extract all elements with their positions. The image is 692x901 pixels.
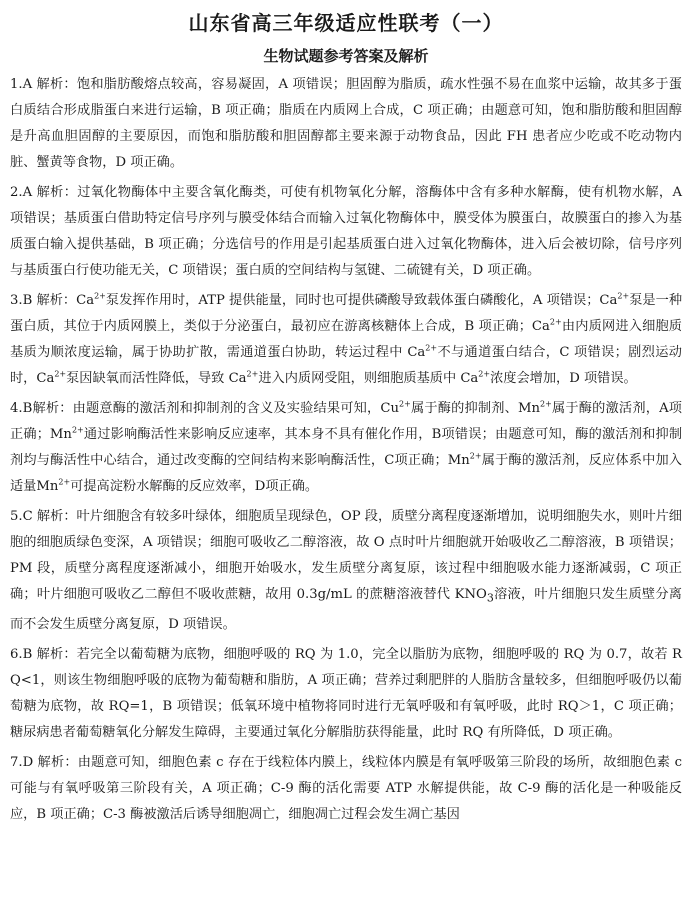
answer-5: 5.C 解析：叶片细胞含有较多叶绿体，细胞质呈现绿色，OP 段，质壁分离程度逐渐增加，说明细胞失水，则叶片细胞的细胞质绿色变深，A 项错误；细胞可吸收乙二醇溶液，故 O 点时叶片细胞就开始吸收乙二醇溶液，B 项错误；PM 段，质壁分离程度逐渐减小，细胞开始吸水，发生质壁分离复原，该过程中细胞吸水能力逐渐减弱，C 项正确；叶片细胞可吸收乙二醇但不吸收蔗糖，故用 0.3g/mL 的蔗糖溶液替代 $KNO_3$溶液，叶片细胞只发生质壁分离而不会发生质壁分离复原，D 项错误。 [10, 509, 682, 632]
answer-4: 4.B解析：由题意酶的激活剂和抑制剂的含义及实验结果可知，$Cu^{2+}$属于酶的抑制剂、$Mn^{2+}$属于酶的激活剂，A项正确；$Mn^{2+}$通过影响酶活性来影响反应速率，其本身不具有催化作用，B项错误；由题意可知，酶的激活剂和抑制剂均与酶活性中心结合，通过改变酶的空间结构来影响酶活性，C项正确；$Mn^{2+}$属于酶的激活剂，反应体系中加入适量$Mn^{2+}$可提高淀粉水解酶的反应效率，D项正确。 [10, 399, 683, 494]
page-subtitle: 生物试题参考答案及解析 [263, 47, 429, 65]
page-title: 山东省高三年级适应性联考（一） [188, 11, 504, 35]
answer-3: 3.B 解析：$Ca^{2+}$泵发挥作用时，ATP 提供能量，同时也可提供磷酸导致载体蛋白磷酸化，A 项错误；$Ca^{2+}$泵是一种蛋白质，其位于内质网膜上，类似于分泌蛋白，最初应在游离核糖体上合成，B 项正确；$Ca^{2+}$由内质网进入细胞质基质为顺浓度运输，属于协助扩散，需通道蛋白协助，转运过程中 $Ca^{2+}$不与通道蛋白结合，C 项错误；剧烈运动时，$Ca^{2+}$泵因缺氧而活性降低，导致 $Ca^{2+}$进入内质网受阻，则细胞质基质中 $Ca^{2+}$浓度会增加，D 项错误。 [10, 291, 683, 386]
answer-1: 1.A 解析：饱和脂肪酸熔点较高，容易凝固，A 项错误；胆固醇为脂质，疏水性强不易在血浆中运输，故其多于蛋白质结合形成脂蛋白来进行运输，B 项正确；脂质在内质网上合成，C 项正确；由题意可知，饱和脂肪酸和胆固醇是升高血胆固醇的主要原因，而饱和脂肪酸和胆固醇都主要来源于动物食品，因此 FH 患者应少吃或不吃动物内脏、蟹黄等食物，D 项正确。 [10, 77, 682, 170]
answer-2: 2.A 解析：过氧化物酶体中主要含氧化酶类，可使有机物氧化分解，溶酶体中含有多种水解酶，使有机物水解，A 项错误；基质蛋白借助特定信号序列与膜受体结合而输入过氧化物酶体中，膜受体为膜蛋白，故膜蛋白的掺入为基质蛋白输入提供基础，B 项正确；分选信号的作用是引起基质蛋白进入过氧化物酶体，进入后会被切除，信号序列与基质蛋白行使功能无关，C 项错误；蛋白质的空间结构与氢键、二硫键有关，D 项正确。 [10, 185, 682, 278]
answer-6: 6.B 解析：若完全以葡萄糖为底物，细胞呼吸的 RQ 为 1.0，完全以脂肪为底物，细胞呼吸的 RQ 为 0.7，故若 RQ<1，则该生物细胞呼吸的底物为葡萄糖和脂肪，A 项正确；营养过剩肥胖的人脂肪含量较多，但细胞呼吸仍以葡萄糖为底物，故 RQ=1，B 项错误；低氧环境中植物将同时进行无氧呼吸和有氧呼吸，此时 RQ＞1，C 项正确；糖尿病患者葡萄糖氧化分解发生障碍，主要通过氧化分解脂肪获得能量，此时 RQ 有所降低，D 项正确。 [10, 646, 682, 740]
answer-7: 7.D 解析：由题意可知，细胞色素 c 存在于线粒体内膜上，线粒体内膜是有氧呼吸第三阶段的场所，故细胞色素 c 可能与有氧呼吸第三阶段有关，A 项正确；C-9 酶的活化需要 ATP 水解提供能，故 C-9 酶的活化是一种吸能反应，B 项正确；C-3 酶被激活后诱导细胞凋亡，细胞凋亡过程会发生凋亡基因 [10, 754, 682, 822]
